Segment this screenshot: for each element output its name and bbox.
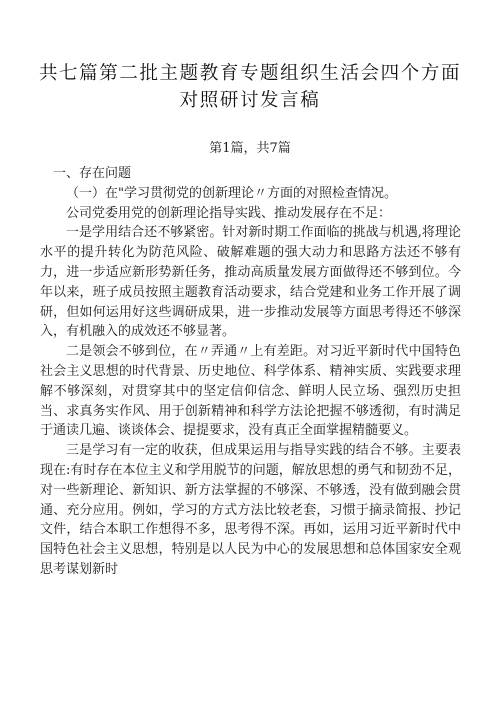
paragraph: 二是领会不够到位，在〃弄通〃上有差距。对习近平新时代中国特色社会主义思想的时代背景、历史地位、科学体系、精神实质、实践要求理解不够深刻，对贯穿其中的坚定信仰信念、鲜明人民立场、强烈历史担当、求真务实作风、用于创新精神和科学方法论把握不够透彻，有时满足于通读几遍、谈谈体会、提提要求，没有真正全面掌握精髓要义。 bbox=[40, 344, 461, 439]
paragraph: 三是学习有一定的收获，但成果运用与指导实践的结合不够。主要表现在:有时存在本位主义和学用脱节的问题，解放思想的勇气和韧劲不足，对一些新理论、新知识、新方法掌握的不够深、不够透，没有做到融会贯通、充分应用。例如，学习的方式方法比较老套，习惯于摘录简报、抄记文件，结合本职工作想得不多，思考得不深。再如，运用习近平新时代中国特色社会主义思想，特别是以人民为中心的发展思想和总体国家安全观思考谋划新时 bbox=[40, 443, 461, 577]
section-heading: 一、存在问题 bbox=[53, 166, 132, 181]
document-title: 共七篇第二批主题教育专题组织生活会四个方面对照研讨发言稿 bbox=[38, 63, 462, 111]
part-indicator: 第1篇，共7篇 bbox=[209, 141, 291, 156]
document-body bbox=[40, 164, 461, 580]
subsection-heading: （一）在"学习贯彻党的创新理论〃方面的对照检查情况。 bbox=[66, 185, 397, 201]
paragraph: 公司党委用党的创新理论指导实践、推动发展存在不足： bbox=[66, 205, 392, 221]
paragraph: 一是学用结合还不够紧密。针对新时期工作面临的挑战与机遇,将理论水平的提升转化为防范风险、破解难题的强大动力和思路方法还不够有力，进一步适应新形势新任务，推动高质量发展方面做得还不够到位。今年以来，班子成员按照主题教育活动要求，结合党建和业务工作开展了调研，但如何运用好这些调研成果，进一步推动发展等方面思考得还不够深入，有机融入的成效还不够显著。 bbox=[40, 225, 461, 340]
